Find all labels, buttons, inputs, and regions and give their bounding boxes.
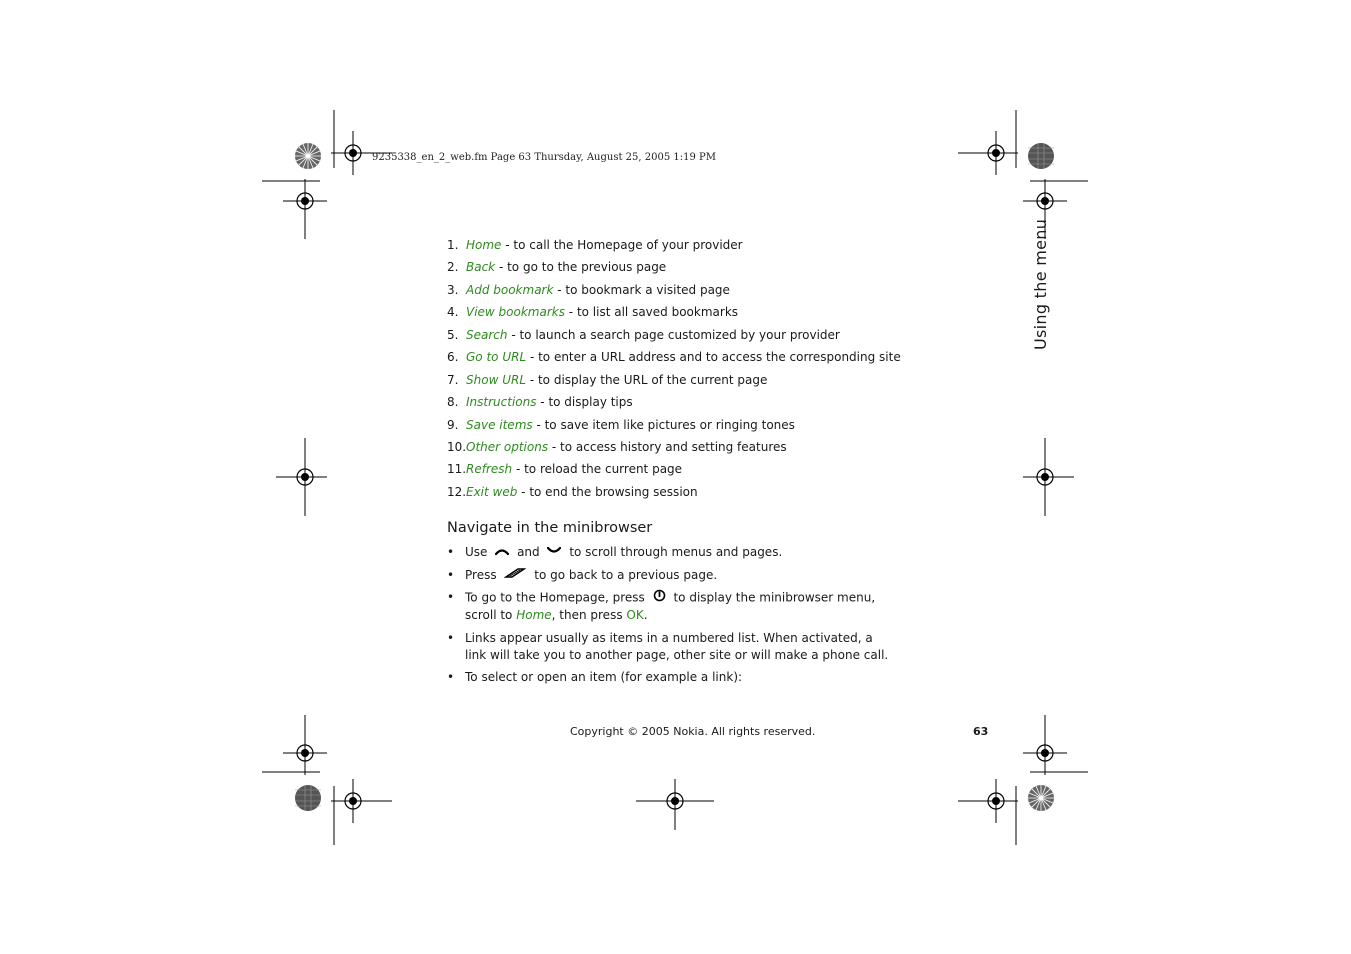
option-description: - to enter a URL address and to access the corresponding site — [526, 350, 901, 365]
item-number: 10. — [447, 439, 467, 454]
option-term: Refresh — [466, 462, 513, 477]
tip-text: , then press — [551, 608, 627, 623]
list-item — [447, 371, 892, 393]
bullet-dot: • — [447, 567, 455, 582]
tip-text: to scroll through menus and pages. — [569, 545, 783, 559]
list-item — [447, 630, 892, 664]
option-description: - to display the URL of the current page — [526, 372, 768, 387]
list-item — [447, 281, 892, 303]
menu-options-list — [447, 236, 901, 505]
ok-softkey-label: OK — [626, 608, 644, 623]
item-number: 8. — [447, 395, 459, 410]
list-item — [447, 236, 892, 258]
option-description: - to access history and setting features — [548, 439, 787, 454]
option-description: - to launch a search page customized by your provider — [507, 327, 840, 342]
option-description: - to list all saved bookmarks — [564, 305, 739, 320]
item-number: 11. — [447, 462, 467, 477]
clear-key-icon — [504, 567, 526, 584]
list-item — [447, 544, 892, 561]
item-number: 12. — [447, 484, 467, 499]
option-description: - to display tips — [536, 395, 633, 410]
tip-text: to display the minibrowser menu, scroll to — [465, 590, 876, 623]
option-term: Save items — [466, 417, 533, 432]
option-description: - to bookmark a visited page — [553, 282, 730, 297]
bullet-dot: • — [447, 590, 455, 605]
option-term: Add bookmark — [466, 282, 554, 297]
list-item — [447, 669, 892, 686]
scroll-up-icon — [495, 544, 509, 561]
page-content — [447, 236, 901, 685]
list-item — [447, 589, 892, 624]
option-term: View bookmarks — [466, 305, 565, 320]
tip-text: To go to the Homepage, press — [465, 590, 645, 605]
page-number: 63 — [973, 725, 989, 738]
option-term: Back — [466, 260, 496, 275]
print-header: 9235338_en_2_web.fm Page 63 Thursday, August 25, 2005 1:19 PM — [372, 152, 716, 163]
tip-text: and — [517, 545, 540, 559]
option-description: - to go to the previous page — [495, 260, 667, 275]
option-term: Exit web — [466, 484, 518, 499]
item-number: 6. — [447, 350, 459, 365]
tip-text: Press — [465, 567, 497, 582]
tip-text: To select or open an item (for example a link): — [465, 670, 743, 685]
list-item — [447, 438, 892, 460]
list-item — [447, 483, 892, 505]
list-item — [447, 348, 901, 370]
option-term: Other options — [466, 439, 549, 454]
bullet-dot: • — [447, 545, 455, 559]
power-key-icon — [653, 589, 666, 607]
option-term: Show URL — [466, 372, 526, 387]
chapter-tab: Using the menu — [1031, 218, 1050, 350]
option-description: - to reload the current page — [512, 462, 683, 477]
scroll-down-icon — [547, 544, 561, 561]
tip-text: . — [643, 608, 648, 623]
section-heading: Navigate in the minibrowser — [447, 520, 653, 536]
list-item — [447, 460, 892, 482]
list-item — [447, 326, 892, 348]
item-number: 4. — [447, 305, 459, 320]
option-term: Instructions — [466, 395, 537, 410]
home-term: Home — [516, 608, 552, 623]
option-term: Go to URL — [466, 350, 527, 365]
tip-text: to go back to a previous page. — [534, 567, 718, 582]
tip-text: Links appear usually as items in a numbered list. When activated, a link will take you to another page, other site or will make a phone call. — [465, 630, 889, 662]
list-item — [447, 393, 892, 415]
option-term: Search — [466, 327, 508, 342]
bullet-dot: • — [447, 670, 455, 685]
option-description: - to end the browsing session — [517, 484, 698, 499]
item-number: 2. — [447, 260, 459, 275]
option-description: - to save item like pictures or ringing tones — [532, 417, 795, 432]
item-number: 3. — [447, 282, 459, 297]
copyright-footer: Copyright © 2005 Nokia. All rights reserved. — [570, 725, 816, 738]
item-number: 1. — [447, 238, 459, 252]
item-number: 5. — [447, 327, 459, 342]
bullet-dot: • — [447, 630, 455, 645]
list-item — [447, 567, 892, 584]
option-term: Home — [466, 238, 502, 252]
item-number: 9. — [447, 417, 459, 432]
list-item — [447, 416, 892, 438]
list-item — [447, 258, 892, 280]
navigation-tips-list — [447, 544, 892, 692]
item-number: 7. — [447, 372, 459, 387]
list-item — [447, 303, 892, 325]
option-description: - to call the Homepage of your provider — [501, 238, 743, 252]
tip-text: Use — [465, 545, 488, 559]
